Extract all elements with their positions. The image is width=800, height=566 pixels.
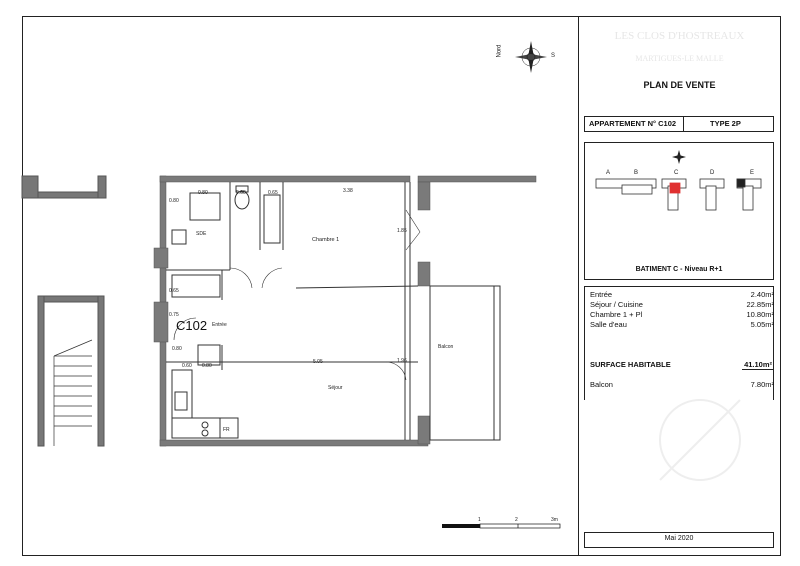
brand-line-2: MARTIGUES-LE MALLE	[635, 54, 724, 63]
surface-row-bedroom: Chambre 1 + Pl 10.80m²	[590, 310, 774, 319]
room-label-living: Séjour	[328, 385, 343, 391]
building-a: A	[606, 170, 611, 176]
dimension-pl: 0.65	[268, 190, 278, 196]
room-label-entry: Entrée	[212, 322, 227, 328]
room-label-bedroom: Chambre 1	[312, 237, 340, 243]
compass-south-label: S	[551, 53, 556, 59]
dimension-v3: 0.75	[169, 312, 179, 318]
type-label: TYPE 2P	[710, 119, 741, 128]
north-arrow	[515, 41, 547, 73]
scale-tick-3: 3m	[551, 517, 558, 523]
dimension-v7: 1.96	[397, 358, 407, 364]
building-c: C	[674, 170, 679, 176]
scale-tick-1: 1	[478, 517, 481, 523]
stairwell	[22, 176, 106, 446]
surface-row-bathroom: Salle d'eau 5.05m²	[590, 320, 774, 329]
dimension-v5: 0.80	[172, 346, 182, 352]
surface-total: SURFACE HABITABLE 41.10m²	[590, 360, 772, 369]
dimension-kitchen: 0.60	[182, 363, 192, 369]
sheet-date: Mai 2020	[664, 535, 694, 542]
door-swings	[174, 210, 420, 380]
unit-id-label: C102	[176, 318, 208, 333]
surface-balcony: Balcon 7.80m²	[590, 380, 774, 389]
dimension-sde: 0.80	[198, 190, 208, 196]
apartment-walls	[154, 176, 536, 446]
site-caption: BATIMENT C - Niveau R+1	[635, 266, 723, 273]
room-label-sde: SDE	[196, 231, 207, 237]
dimension-v1: 0.80	[169, 198, 179, 204]
interior-partitions	[166, 182, 500, 440]
dimension-bedroom: 3.38	[343, 188, 353, 194]
stair-steps	[54, 340, 92, 446]
surface-row-entry: Entrée 2.40m²	[590, 290, 774, 299]
brand-line-1: LES CLOS D'HOSTREAUX	[614, 30, 745, 42]
dimension-v2: 0.65	[169, 288, 179, 294]
room-label-balcony: Balcon	[438, 344, 454, 350]
dimension-living: 5.05	[313, 359, 323, 365]
apartment-label: APPARTEMENT N° C102	[589, 119, 677, 128]
dimension-v6: 0.80	[202, 363, 212, 369]
scale-bar	[442, 524, 560, 528]
building-b: B	[634, 170, 639, 176]
building-e: E	[750, 170, 755, 176]
surface-row-living: Séjour / Cuisine 22.85m²	[590, 300, 774, 309]
compass-north-label: Nord	[496, 44, 503, 58]
dimension-wc: 0.60	[236, 190, 246, 196]
scale-tick-2: 2	[515, 517, 518, 523]
fridge-label: FR	[223, 427, 230, 433]
dimension-v4: 1.85	[397, 228, 407, 234]
sheet-title: PLAN DE VENTE	[643, 80, 716, 90]
building-d: D	[710, 170, 715, 176]
site-plan-box	[584, 142, 774, 280]
